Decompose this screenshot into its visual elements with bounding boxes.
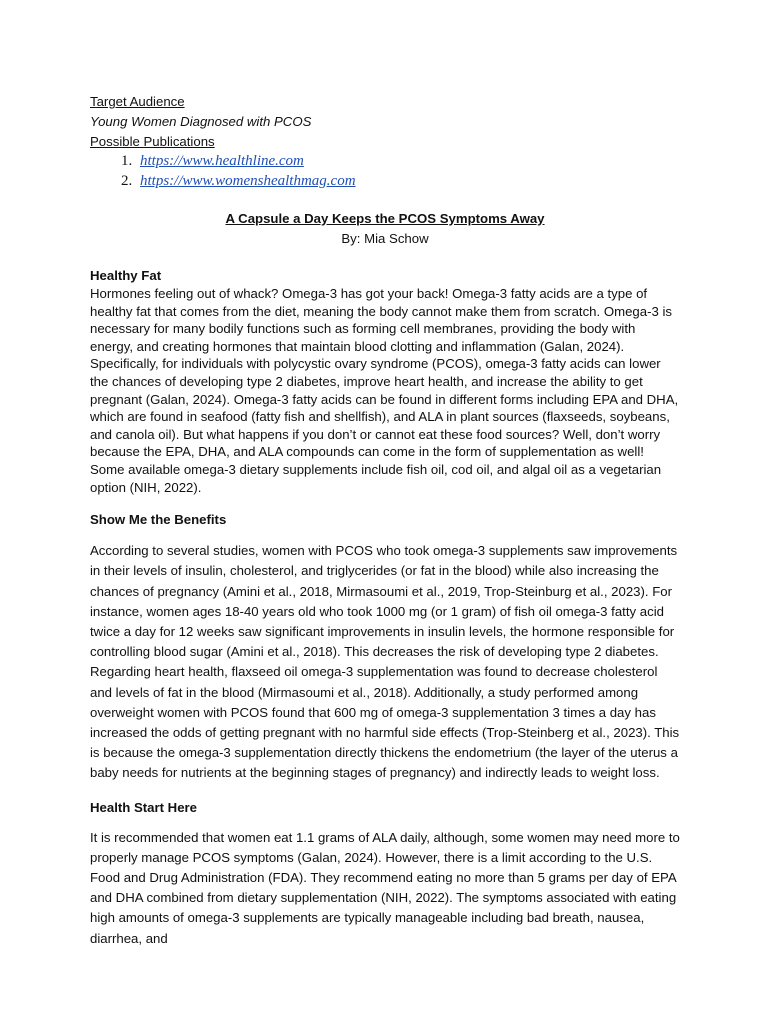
section-body-health-start: It is recommended that women eat 1.1 grams of ALA daily, although, some women may need more to properly manage PCOS symptoms (Galan, 2024). However, there is a limit according to the U.S. Food and Drug Administration (FDA). They recommend eating no more than 5 grams per day of EPA and DHA combined from dietary supplementation (NIH, 2022). The symptoms associated with eating high amounts of omega-3 supplements are typically manageable including bad breath, nausea, diarrhea, and [90,829,680,946]
publication-item [136,152,680,172]
target-audience-value: Young Women Diagnosed with PCOS [90,114,312,129]
section-heading-benefits: Show Me the Benefits [90,512,227,528]
article-byline: By: Mia Schow [341,231,429,246]
target-audience-label: Target Audience [90,94,185,109]
section-body-healthy-fat: Hormones feeling out of whack? Omega-3 has got your back! Omega-3 fatty acids are a type of healthy fat that comes from the diet, meaning the body cannot make them from scratch. Omega-3 is necessary for many bodily functions such as forming cell membranes, providing the body with energy, and creating hormones that maintain blood clotting and inflammation (Galan, 2024). Specifically, for individuals with polycystic ovary syndrome (PCOS), omega-3 fatty acids can lower the chances of developing type 2 diabetes, improve heart health, and increase the ability to get pregnant (Galan, 2024). Omega-3 fatty acids can be found in different forms including EPA and DHA, which are found in seafood (fatty fish and shellfish), and ALA in plant sources (flaxseeds, soybeans, and canola oil). But what happens if you don’t or cannot eat these food sources? Well, don’t worry because the EPA, DHA, and ALA compounds can come in the form of supplementation as well! Some available omega-3 dietary supplements include fish oil, cod oil, and algal oil as a vegetarian option (NIH, 2022). [90,286,679,495]
section-heading-healthy-fat: Healthy Fat [90,268,162,283]
section-heading-health-start: Health Start Here [90,799,198,815]
section-body-benefits: According to several studies, women with PCOS who took omega-3 supplements saw improvements in their levels of insulin, cholesterol, and triglycerides (or fat in the blood) while also increasing the chances of pregnancy (Amini et al., 2018, Mirmasoumi et al., 2019, Trop-Steinburg et al., 2023). For instance, women ages 18-40 years old who took 1000 mg (or 1 gram) of fish oil omega-3 fatty acid twice a day for 12 weeks saw significant improvements in insulin levels, the hormone responsible for controlling blood sugar (Amini et al., 2018). This decreases the risk of developing type 2 diabetes. Regarding heart health, flaxseed oil omega-3 supplementation was found to decrease cholesterol and levels of fat in the blood (Mirmasoumi et al., 2018). Additionally, a study performed among overweight women with PCOS found that 600 mg of omega-3 supplementation 3 times a day has increased the odds of getting pregnant with no harmful side effects (Trop-Steinberg et al., 2023). This is because the omega-3 supplementation directly thickens the endometrium (the layer of the uterus a baby needs for nutrients at the beginning stages of pregnancy) and indirectly leads to weight loss. [90,543,680,781]
publications-label: Possible Publications [90,134,215,149]
publication-link-healthline[interactable]: https://www.healthline.com [140,153,304,169]
publication-link-womenshealth[interactable]: https://www.womenshealthmag.com [140,172,356,189]
publications-list [90,152,680,191]
article-title: A Capsule a Day Keeps the PCOS Symptoms Away [225,211,545,226]
publication-item [136,172,680,192]
